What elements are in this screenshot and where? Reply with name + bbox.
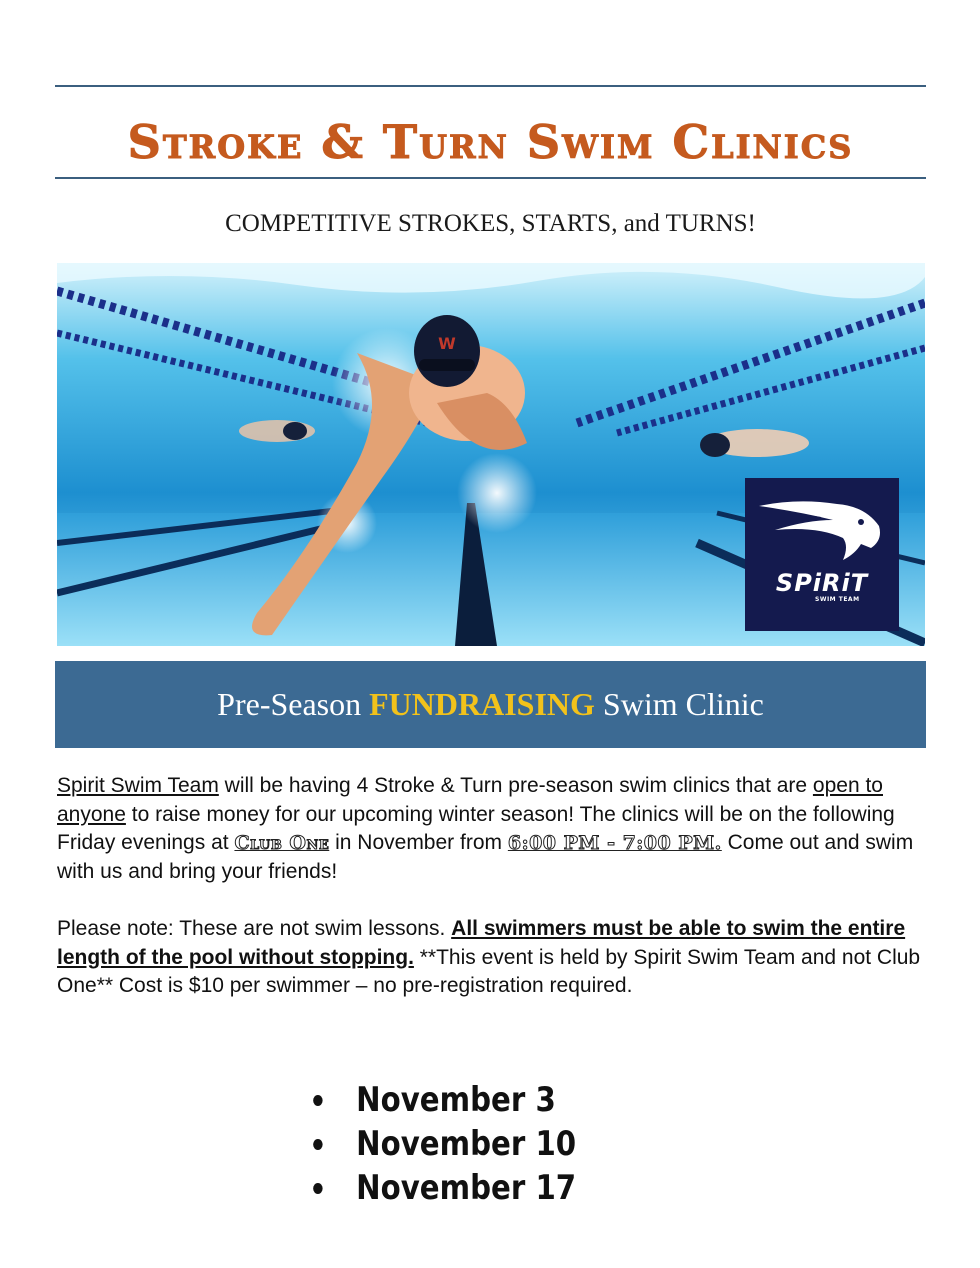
bottom-rule — [55, 177, 926, 179]
banner-highlight: FUNDRAISING — [369, 686, 595, 722]
team-name: Spirit Swim Team — [57, 774, 219, 797]
venue-name: Club One — [234, 832, 330, 854]
intro-text-3: in November from — [329, 831, 508, 854]
spirit-logo — [745, 478, 899, 631]
svg-text:W: W — [438, 334, 456, 353]
note-text-2: **This event is held by Spirit Swim Team and not Club One** Cost is $10 per swimmer – no pre-registration required. — [57, 945, 921, 997]
open-to-anyone: open to anyone — [57, 774, 883, 826]
note-text-1: Please note: These are not swim lessons. — [57, 917, 452, 940]
list-item — [308, 1122, 576, 1166]
bullet-icon — [313, 1183, 322, 1194]
logo-wordmark: SPiRiT — [775, 569, 869, 597]
banner-post: Swim Clinic — [594, 686, 764, 722]
clinic-time: 6:00 PM - 7:00 PM. — [507, 832, 722, 854]
clinic-dates-list — [308, 1078, 620, 1210]
subtitle: COMPETITIVE STROKES, STARTS, and TURNS! — [225, 210, 756, 237]
intro-text-4: Come out and swim with us and bring your friends! — [57, 831, 914, 883]
intro-paragraph — [57, 772, 925, 886]
top-rule — [55, 85, 926, 87]
bullet-icon — [313, 1095, 322, 1106]
swim-requirement: All swimmers must be able to swim the entire length of the pool without stopping. — [57, 917, 906, 969]
intro-text-1: will be having 4 Stroke & Turn pre-season swim clinics that are — [218, 774, 813, 797]
banner-pre: Pre-Season — [217, 686, 370, 722]
page-title: Stroke & Turn Swim Clinics — [127, 115, 854, 169]
list-item — [308, 1078, 576, 1122]
eagle-head-icon — [757, 496, 887, 566]
date-label: November 10 — [356, 1124, 577, 1164]
fundraising-banner — [55, 661, 926, 748]
logo-tagline: SWIM TEAM — [815, 596, 860, 603]
list-item — [308, 1166, 576, 1210]
date-label: November 3 — [356, 1080, 556, 1120]
intro-text-2: to raise money for our upcoming winter season! The clinics will be on the following Friday evenings at — [57, 802, 895, 854]
note-paragraph — [57, 915, 925, 1001]
date-label: November 17 — [356, 1168, 577, 1208]
bullet-icon — [313, 1139, 322, 1150]
